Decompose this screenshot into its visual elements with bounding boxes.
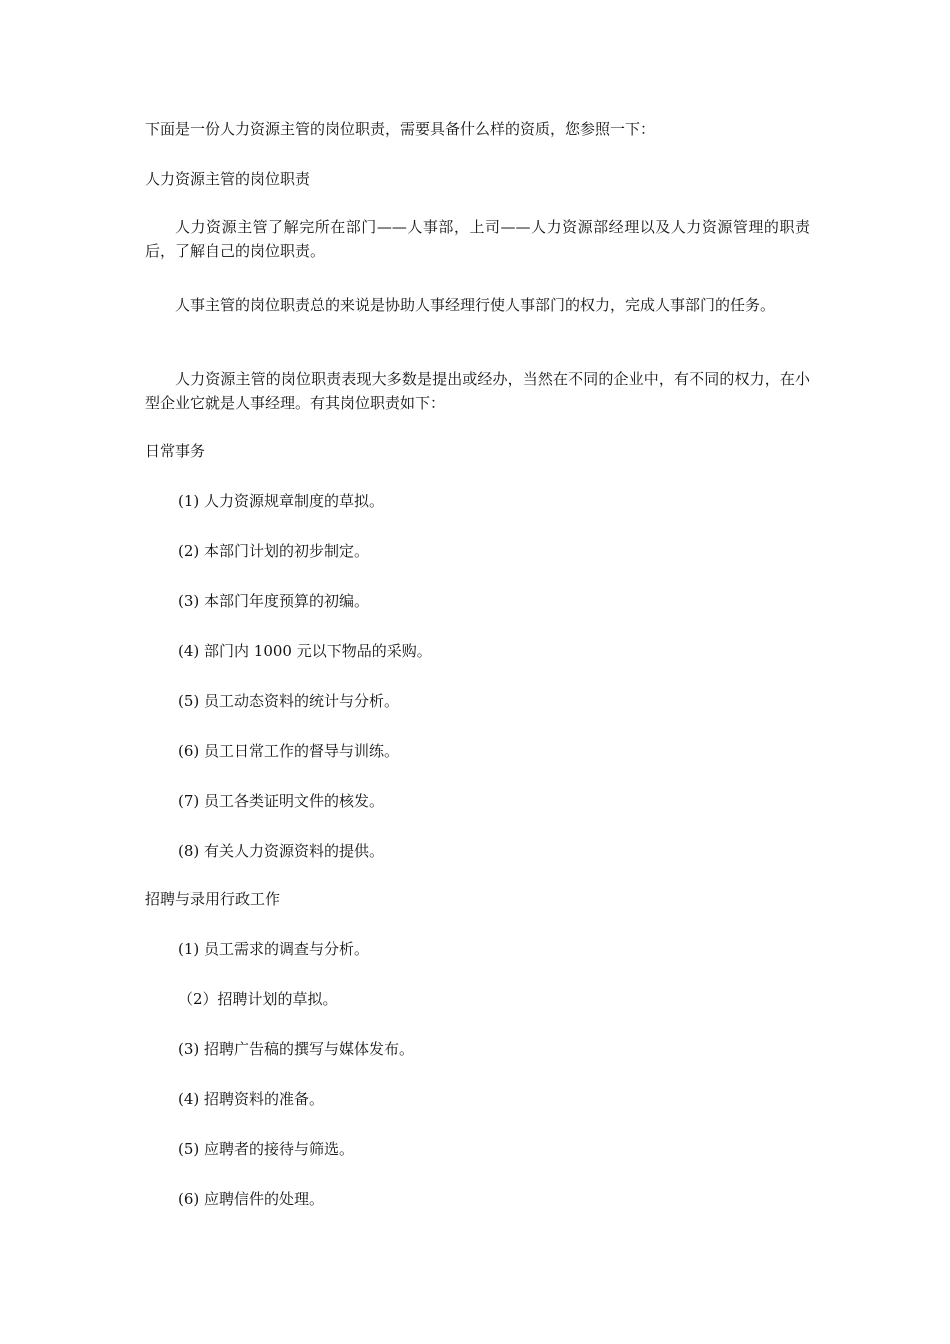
document-title: 人力资源主管的岗位职责 xyxy=(145,170,311,188)
list-item: (2) 本部门计划的初步制定。 xyxy=(178,542,370,560)
list-item: (3) 本部门年度预算的初编。 xyxy=(178,592,370,610)
list-item: (6) 应聘信件的处理。 xyxy=(178,1190,325,1208)
section-heading: 日常事务 xyxy=(145,442,206,460)
paragraph: 人事主管的岗位职责总的来说是协助人事经理行使人事部门的权力，完成人事部门的任务。 xyxy=(175,296,776,314)
list-item: (3) 招聘广告稿的撰写与媒体发布。 xyxy=(178,1040,415,1058)
list-item: (1) 人力资源规章制度的草拟。 xyxy=(178,492,385,510)
list-item: (6) 员工日常工作的督导与训练。 xyxy=(178,742,400,760)
list-item: (1) 员工需求的调查与分析。 xyxy=(178,940,370,958)
list-item: (5) 员工动态资料的统计与分析。 xyxy=(178,692,400,710)
list-item: (4) 招聘资料的准备。 xyxy=(178,1090,325,1108)
paragraph: 人力资源主管的岗位职责表现大多数是提出或经办，当然在不同的企业中，有不同的权力，在小型企业它就是人事经理。有其岗位职责如下： xyxy=(145,370,810,412)
paragraph: 人力资源主管了解完所在部门——人事部，上司——人力资源部经理以及人力资源管理的职责后，了解自己的岗位职责。 xyxy=(145,218,810,260)
list-item: （2）招聘计划的草拟。 xyxy=(178,990,338,1008)
section-heading: 招聘与录用行政工作 xyxy=(145,890,281,908)
list-item: (7) 员工各类证明文件的核发。 xyxy=(178,792,385,810)
list-item: (8) 有关人力资源资料的提供。 xyxy=(178,842,385,860)
intro-text: 下面是一份人力资源主管的岗位职责，需要具备什么样的资质，您参照一下： xyxy=(145,120,656,138)
list-item: (5) 应聘者的接待与筛选。 xyxy=(178,1140,355,1158)
list-item: (4) 部门内 1000 元以下物品的采购。 xyxy=(178,642,432,660)
